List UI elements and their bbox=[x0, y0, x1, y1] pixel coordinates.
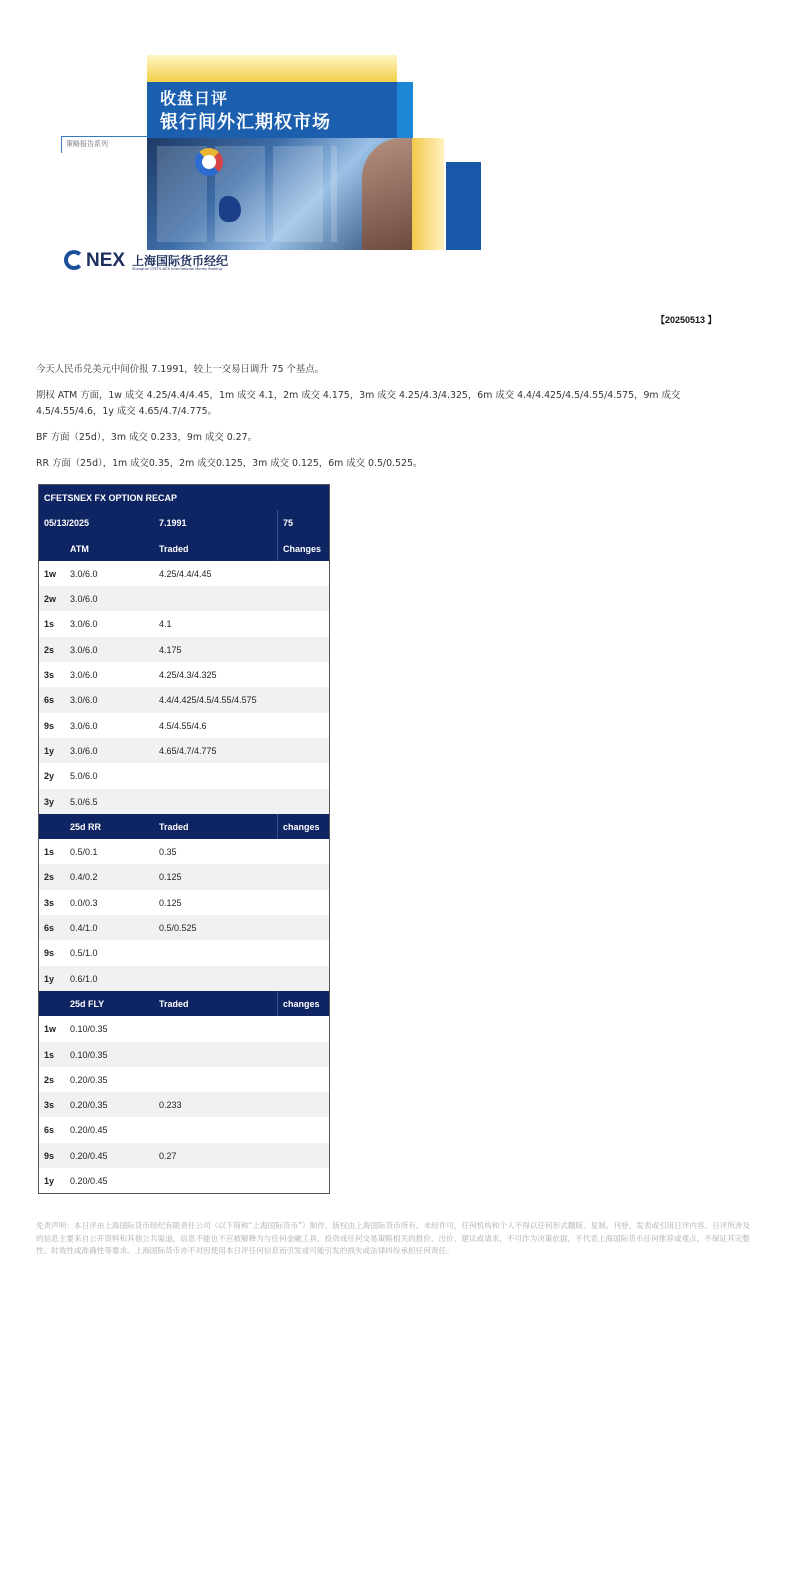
tenor-cell: 1y bbox=[44, 745, 55, 756]
table-row bbox=[39, 915, 329, 940]
tenor-cell: 2s bbox=[44, 644, 55, 655]
quote-cell: 0.10/0.35 bbox=[70, 1049, 108, 1060]
table-row bbox=[39, 1092, 329, 1117]
quote-cell: 3.0/6.0 bbox=[70, 720, 98, 731]
table-section-header bbox=[39, 814, 329, 839]
disclaimer: 免责声明：本日评由上海国际货币经纪有限责任公司（以下简称“上海国际货币”）制作，版权由上海国际货币所有。未经许可，任何机构和个人不得以任何形式翻版、复制、刊登、发表或引用日评内容。日评所涉及的信息主要来自公开资料和其他公共渠道，信息不能也不应被解释为与任何金融工具、投资或任何交易策略相关的报价、出价、建议或请求，不可作为决策依据，不代表上海国际货币任何推荐或观点，不保证其完整性、时效性或准确性等要求。上海国际货币亦不对因使用本日评任何信息而引发或可能引发的损失或法律纠纷承担任何责任。 bbox=[36, 1221, 751, 1255]
tenor-cell: 6s bbox=[44, 923, 55, 934]
quote-cell: 5.0/6.0 bbox=[70, 771, 98, 782]
traded-cell: 4.4/4.425/4.5/4.55/4.575 bbox=[159, 695, 257, 706]
quote-cell: 0.0/0.3 bbox=[70, 897, 98, 908]
paragraph-fixing: 今天人民币兑美元中间价报 7.1991，较上一交易日调升 75 个基点。 bbox=[36, 364, 325, 375]
header-cell: Traded bbox=[159, 998, 189, 1009]
tenor-cell: 1y bbox=[44, 1176, 55, 1187]
table-row bbox=[39, 561, 329, 586]
table-row bbox=[39, 1117, 329, 1142]
table-section-header bbox=[39, 536, 329, 561]
table-title: CFETSNEX FX OPTION RECAP bbox=[44, 493, 178, 503]
table-row bbox=[39, 940, 329, 965]
tenor-cell: 3s bbox=[44, 1100, 55, 1111]
table-row bbox=[39, 966, 329, 991]
donut-chart-graphic bbox=[195, 148, 223, 176]
tenor-cell: 3s bbox=[44, 897, 55, 908]
tenor-cell: 2s bbox=[44, 872, 55, 883]
traded-cell: 0.27 bbox=[159, 1150, 177, 1161]
table-row bbox=[39, 1168, 329, 1193]
header-cell: Traded bbox=[159, 543, 189, 554]
table-change: 75 bbox=[283, 518, 294, 529]
quote-cell: 3.0/6.0 bbox=[70, 568, 98, 579]
dashboard-grid-graphic bbox=[157, 146, 337, 242]
table-summary-row bbox=[39, 510, 329, 535]
quote-cell: 0.5/1.0 bbox=[70, 948, 98, 959]
tenor-cell: 9s bbox=[44, 1150, 55, 1161]
table-row bbox=[39, 839, 329, 864]
paragraph-bf: BF 方面（25d），3m 成交 0.233，9m 成交 0.27。 bbox=[36, 432, 257, 443]
tenor-cell: 1w bbox=[44, 568, 57, 579]
table-row bbox=[39, 890, 329, 915]
quote-cell: 3.0/6.0 bbox=[70, 745, 98, 756]
header-cell: Traded bbox=[159, 821, 189, 832]
quote-cell: 0.5/0.1 bbox=[70, 847, 98, 858]
quote-cell: 0.20/0.45 bbox=[70, 1125, 108, 1136]
traded-cell: 0.5/0.525 bbox=[159, 923, 197, 934]
table-row bbox=[39, 637, 329, 662]
fx-option-recap-table bbox=[38, 484, 330, 1194]
logo-nex-text: NEX bbox=[86, 250, 126, 271]
traded-cell: 0.35 bbox=[159, 847, 177, 858]
tenor-cell: 2s bbox=[44, 1074, 55, 1085]
table-row bbox=[39, 1143, 329, 1168]
table-row bbox=[39, 1067, 329, 1092]
tenor-cell: 1s bbox=[44, 847, 55, 858]
table-fixing: 7.1991 bbox=[159, 518, 187, 529]
header-cell: 25d RR bbox=[70, 821, 102, 832]
hand-graphic bbox=[362, 138, 417, 250]
logo-en-text: Shanghai CFETS-NEX International Money Broking bbox=[132, 267, 222, 271]
table-row bbox=[39, 738, 329, 763]
tenor-cell: 3y bbox=[44, 796, 55, 807]
quote-cell: 0.20/0.35 bbox=[70, 1100, 108, 1111]
quote-cell: 3.0/6.0 bbox=[70, 619, 98, 630]
traded-cell: 0.233 bbox=[159, 1100, 182, 1111]
column-divider bbox=[277, 536, 278, 561]
table-row bbox=[39, 586, 329, 611]
table-row bbox=[39, 611, 329, 636]
report-date: 【20250513 】 bbox=[656, 315, 717, 325]
header-cell: ATM bbox=[70, 543, 89, 554]
banner-blue-block bbox=[446, 162, 481, 250]
banner-title-line2: 银行间外汇期权市场 bbox=[160, 112, 331, 133]
traded-cell: 4.175 bbox=[159, 644, 182, 655]
table-row bbox=[39, 1042, 329, 1067]
table-date: 05/13/2025 bbox=[44, 518, 90, 529]
header-cell: 25d FLY bbox=[70, 998, 105, 1009]
quote-cell: 5.0/6.5 bbox=[70, 796, 98, 807]
banner-blue-strip bbox=[397, 82, 413, 138]
tenor-cell: 9s bbox=[44, 948, 55, 959]
quote-cell: 3.0/6.0 bbox=[70, 670, 98, 681]
banner-title-line1: 收盘日评 bbox=[160, 89, 229, 108]
table-row bbox=[39, 1016, 329, 1041]
quote-cell: 3.0/6.0 bbox=[70, 594, 98, 605]
header-cell: changes bbox=[283, 998, 320, 1009]
quote-cell: 3.0/6.0 bbox=[70, 695, 98, 706]
tenor-cell: 3s bbox=[44, 670, 55, 681]
tenor-cell: 1w bbox=[44, 1024, 57, 1035]
header-cell: changes bbox=[283, 821, 320, 832]
banner-photo bbox=[147, 138, 417, 250]
tenor-cell: 2w bbox=[44, 594, 57, 605]
paragraph-rr: RR 方面（25d），1m 成交0.35，2m 成交0.125，3m 成交 0.125，6m 成交 0.5/0.525。 bbox=[36, 458, 423, 469]
tenor-cell: 1s bbox=[44, 1049, 55, 1060]
traded-cell: 4.1 bbox=[159, 619, 172, 630]
series-label: 策略报告系列 bbox=[66, 140, 108, 148]
traded-cell: 4.25/4.3/4.325 bbox=[159, 670, 217, 681]
logo-cn-text: 上海国际货币经纪 bbox=[132, 254, 229, 268]
table-title-row bbox=[39, 485, 329, 510]
map-graphic bbox=[219, 196, 241, 222]
tenor-cell: 1s bbox=[44, 619, 55, 630]
logo-c-icon bbox=[64, 250, 84, 270]
traded-cell: 4.25/4.4/4.45 bbox=[159, 568, 212, 579]
quote-cell: 0.20/0.45 bbox=[70, 1150, 108, 1161]
table-row bbox=[39, 713, 329, 738]
table-row bbox=[39, 662, 329, 687]
table-row bbox=[39, 864, 329, 889]
banner-yellow-block bbox=[412, 138, 444, 250]
banner-yellow-band bbox=[147, 55, 397, 82]
paragraph-atm: 期权 ATM 方面，1w 成交 4.25/4.4/4.45，1m 成交 4.1，2m 成交 4.175，3m 成交 4.25/4.3/4.325，6m 成交 4.4/4.425/4.5/4.55/4.575，9m 成交 4.5/4.55/4.6，1y 成交 4.65/4.7/4.775。 bbox=[36, 390, 681, 417]
column-divider bbox=[277, 814, 278, 839]
header-cell: Changes bbox=[283, 543, 322, 554]
tenor-cell: 2y bbox=[44, 771, 55, 782]
traded-cell: 0.125 bbox=[159, 897, 182, 908]
table-row bbox=[39, 763, 329, 788]
traded-cell: 4.5/4.55/4.6 bbox=[159, 720, 207, 731]
report-banner bbox=[0, 0, 792, 290]
quote-cell: 0.4/0.2 bbox=[70, 872, 98, 883]
traded-cell: 0.125 bbox=[159, 872, 182, 883]
tenor-cell: 1y bbox=[44, 973, 55, 984]
table-sections bbox=[39, 536, 329, 1194]
tenor-cell: 6s bbox=[44, 1125, 55, 1136]
tenor-cell: 6s bbox=[44, 695, 55, 706]
tenor-cell: 9s bbox=[44, 720, 55, 731]
table-section-header bbox=[39, 991, 329, 1016]
quote-cell: 3.0/6.0 bbox=[70, 644, 98, 655]
quote-cell: 0.6/1.0 bbox=[70, 973, 98, 984]
quote-cell: 0.20/0.45 bbox=[70, 1176, 108, 1187]
quote-cell: 0.4/1.0 bbox=[70, 923, 98, 934]
table-row bbox=[39, 687, 329, 712]
column-divider bbox=[277, 991, 278, 1016]
quote-cell: 0.20/0.35 bbox=[70, 1074, 108, 1085]
column-divider bbox=[277, 510, 278, 535]
table-row bbox=[39, 789, 329, 814]
quote-cell: 0.10/0.35 bbox=[70, 1024, 108, 1035]
traded-cell: 4.65/4.7/4.775 bbox=[159, 745, 217, 756]
